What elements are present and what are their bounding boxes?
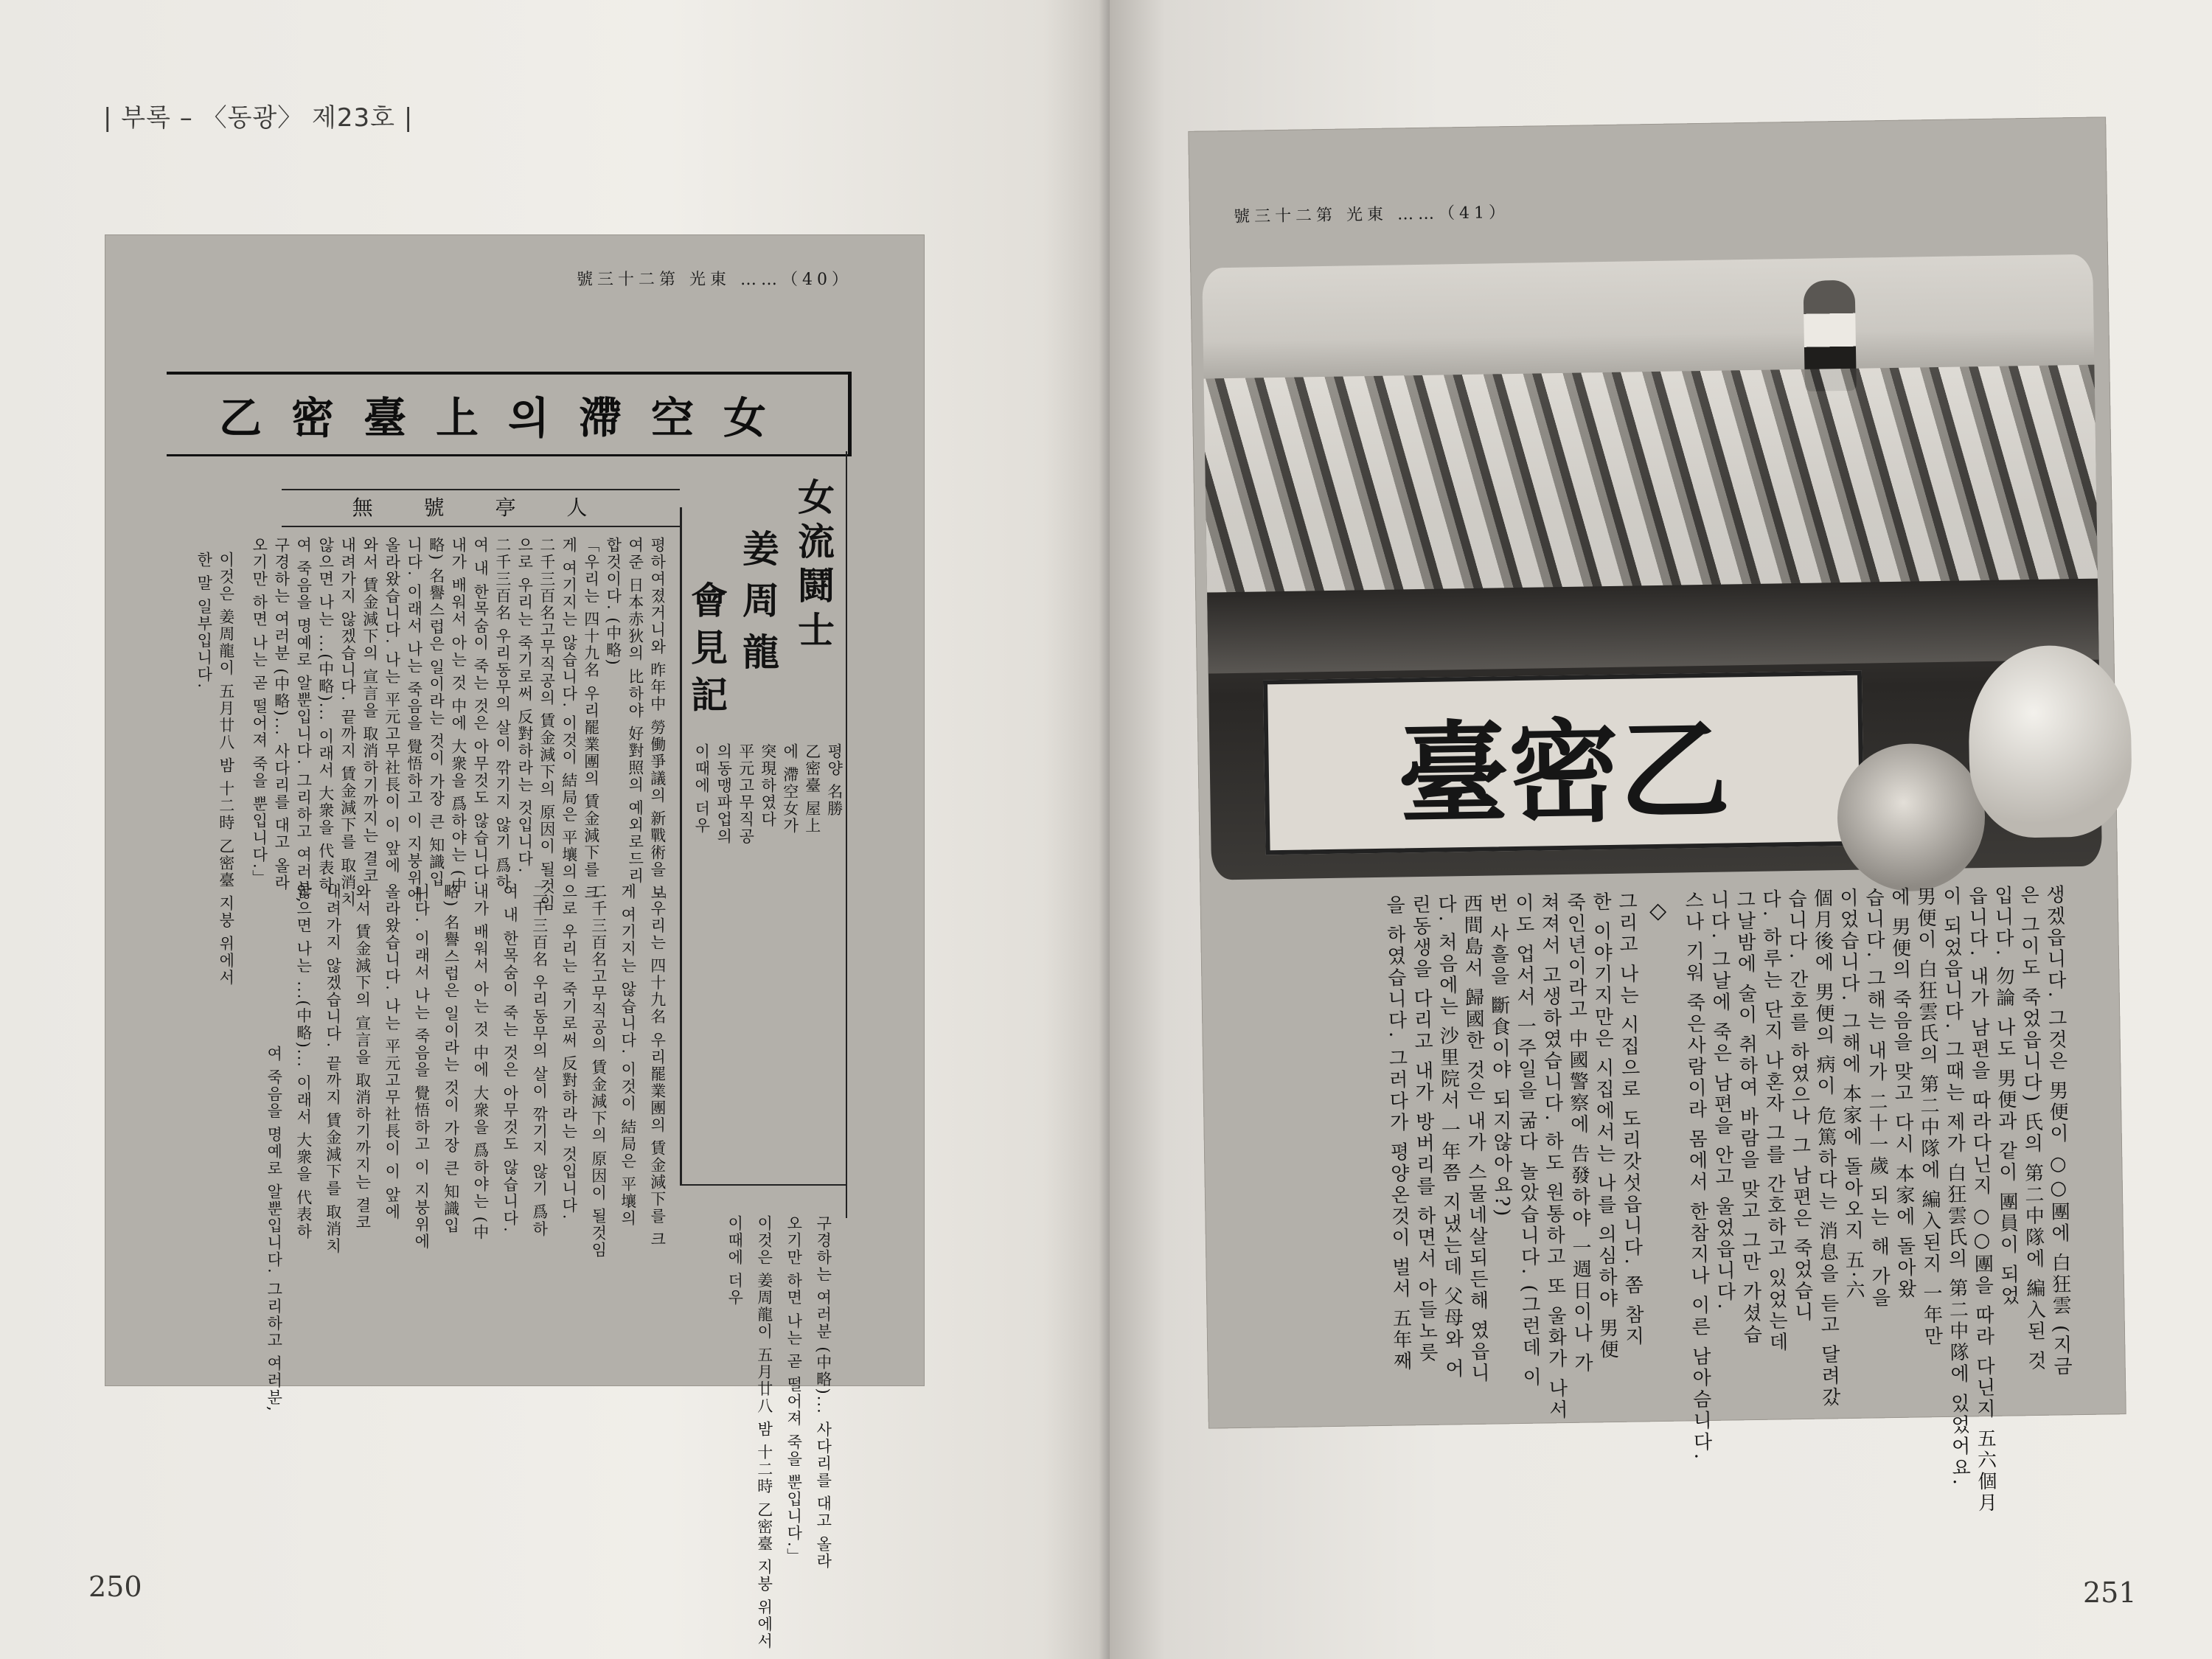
body-col-40: 내려가지 않겠습니다. 끝까지 賃金減下를 取消치 [324,883,342,1255]
body-col-36: 略) 名譽스럽은 일이라는 것이 가장 큰 知識입 [442,883,460,1235]
body-col-10: 합것이다. (中略) [604,537,622,667]
right-page [1110,0,2212,1659]
body-col-1: 생겠읍니다. 그것은 男便이 ○○團에 白狂雲 (지금 [2042,884,2073,1378]
body-col-11: 습니다. 간호를 하였으나 그 남편은 죽었습니 [1784,888,1814,1324]
body-col-10: 個月後에 男便의 病이 危篤하다는 消息을 듣고 달려갔 [1810,888,1841,1409]
body-col-22: 번 사흘을 斷食이야 되지않아요?) [1486,893,1514,1219]
body-col-17: 그리고 나는 시집으로 도리갓섯읍니다. 쫌 참지 [1615,891,1645,1348]
body-col-46: 이때에 더우 [726,1215,744,1307]
body-col-4: 읍니다. 내가 남편을 따라다닌지 ○○團을 따라 다닌지 五六個月 [1965,885,1997,1514]
roof-tiles [1204,365,2098,600]
body-col-31: 二千三百名고무직공의 賃金減下의 原因이 될것임 [589,883,608,1259]
body-col-17: 내가 배워서 아는 것 中에 大衆을 爲하야는 (中 [449,537,467,894]
scanned-magazine-page-41 [1188,116,2126,1514]
body-col-7: 에 男便의 죽음을 맞고 다시 本家에 돌아왔 [1888,886,1917,1301]
body-col-13: 그날밤에 술이 취하여 바람을 맞고 그만 가셨습 [1733,888,1763,1346]
body-col-11: 「우리는 四十九名 우리罷業團의 賃金減下를 크 [582,537,600,902]
body-col-29: 「우리는 四十九名 우리罷業團의 賃金減下를 크 [648,883,667,1248]
body-col-43: 구경하는 여러분 (中略)... 사다리를 대고 올라 [814,1215,832,1570]
body-col-5: 平元고무직공 [737,743,755,845]
body-col-21: 이도 업서서 一주일을 굶다 놀았습니다. (그런데 이 [1512,892,1542,1389]
body-col-19: 니다. 이래서 나는 죽음을 覺悟하고 이 지붕위에 [405,537,423,904]
author-box-top [282,489,680,490]
body-col-19: 죽인년이라고 中國警察에 告發하야 一週日이나 가 [1563,891,1593,1374]
body-col-14: 니다. 그날에 죽은 남편을 안고 울었읍니다. [1707,889,1736,1312]
body-col-33: 二千三百名 우리동무의 살이 깎기지 않기 爲하 [530,883,549,1238]
body-col-7: 이때에 더우 [692,743,711,835]
body-col-12: 다. 하루는 단지 나혼자 그를 간호하고 있었는데 [1759,888,1789,1354]
body-col-44: 오기만 하면 나는 곧 떨어져 죽을 뿐입니다.」 [785,1215,803,1565]
body-col-3: 입니다. 勿論 나도 男便과 같이 團員이 되었 [1991,885,2020,1307]
body-col-38: 올라왔습니다. 나는 平元고무社長이 이 앞에 [383,883,401,1221]
body-col-12: 게 여기지는 않습니다. 이것이 結局은 平壤의 [560,537,578,881]
photo-eulmildae-rooftop [1202,254,2102,880]
running-header: | 부록 – 〈동광〉 제23호 | [103,103,414,133]
onlooker-head [1967,644,2132,838]
issue-line: 號三十二第 光東 ……（40） [577,271,852,289]
signboard [1263,671,1865,855]
body-col-6: 男便이 白狂雲氏의 第二中隊에 編入된지 一年만 [1913,886,1944,1348]
body-col-26: 을 하였습니다. 그러다가 평양온것이 벌서 五年째 [1382,894,1413,1373]
body-col-23: 西間島서 歸國한 것은 내가 스물네살되든해 였읍니 [1460,893,1490,1385]
column-rule [846,451,847,1218]
body-col-14: 으로 우리는 죽기로써 反對하라는 것입니다. [515,537,534,874]
body-col-2: 乙密臺 屋上 [803,743,821,835]
body-col-16: 여 내 한목숨이 죽는 것은 아무것도 않습니다. [471,537,490,887]
sidebar-subheading: 會見記 [685,581,728,723]
body-col-6: 의동맹파업의 [714,743,733,845]
body-col-22: 내려가지 않겠습니다. 끝까지 賃金減下를 取消치 [338,537,357,908]
body-col-9: 여준 日本赤狄의 比하야 好對照의 예외로드리 [626,537,644,885]
body-col-20: 올라왔습니다. 나는 平元고무社長이 이 앞에 [383,537,401,874]
roof-eaves [1207,579,2099,674]
sidebar-bottom-rule [680,1184,847,1186]
body-col-26: 오기만 하면 나는 곧 떨어져 죽을 뿐입니다.」 [250,537,268,887]
body-col-35: 내가 배워서 아는 것 中에 大衆을 爲하야는 (中 [471,883,490,1241]
page-number-right: 251 [2083,1576,2137,1609]
body-col-39: 와서 賃金減下의 宣言을 取消하기까지는 결코 [353,883,372,1231]
body-col-27: 이것은 姜周龍이 五月廿八 밤 十二時 乙密臺 지붕 위에서 [217,552,235,987]
body-col-42: 여 죽음을 명예로 알뿐입니다. 그리하고 여러분, [265,1046,283,1413]
body-col-4: 突現하였다 [759,743,777,828]
body-col-1: 평양 名勝 [825,743,844,818]
issue-line: 號三十二第 光東 ……（41） [1233,204,1510,226]
body-col-28: 한 말 일부입니다. [195,552,213,690]
signboard-text: 臺密乙 [1397,704,1731,841]
body-col-37: 니다. 이래서 나는 죽음을 覺悟하고 이 지붕위에 [412,883,431,1251]
sidebar-name: 姜周龍 [737,529,780,684]
body-col-15: 스나 기워 죽은사람이라 몸에서 한참지나 이른 남아슴니다. [1681,890,1713,1462]
body-col-32: 으로 우리는 죽기로써 反對하라는 것입니다. [560,883,578,1221]
body-col-15: 二千三百名 우리동무의 살이 깎기지 않기 爲하 [493,537,512,891]
section-mark: ◇ [1644,897,1672,927]
page-number-left: 250 [88,1571,142,1603]
article-title [167,372,852,456]
body-col-18: 한 이야기지만은 시집에서는 나를 의심하야 男便 [1589,891,1619,1361]
body-col-18: 略) 名譽스럽은 일이라는 것이 가장 큰 知識입 [427,537,445,888]
author-box-bottom [282,526,680,527]
body-col-9: 이었습니다. 그해에 本家에 돌아오지 五·六 [1836,887,1865,1301]
body-col-2: 은 그이도 죽었읍니다) 氏의 第二中隊에 編入된 것 [2017,884,2047,1373]
body-col-3: 에 滯空女가 [781,743,799,835]
body-col-30: 게 여기지는 않습니다. 이것이 結局은 平壤의 [619,883,637,1228]
body-col-8: 습니다. 그해는 내가 二十一歲 되는 해 가을 [1862,887,1891,1310]
body-col-13: 二千三百名고무직공의 賃金減下의 原因이 될것임 [538,537,556,913]
onlooker-head [1836,742,1986,892]
body-col-23: 않으면 나는 ...(中略)... 이래서 大衆을 代表하 [316,537,335,894]
body-col-45: 이것은 姜周龍이 五月廿八 밤 十二時 乙密臺 지붕 위에서 [755,1215,773,1650]
body-col-5: 이 되었읍니다. 그때는 제가 白狂雲氏의 第二中隊에 있었어요. [1939,886,1972,1488]
sidebar-heading: 女流鬪士 [792,478,835,655]
author-byline: 無 號 亭 人 [352,495,610,520]
body-col-24: 여 죽음을 명예로 알뿐입니다. 그리하고 여러분, [294,537,313,904]
article-title-text: 乙密臺上의滯空女 [218,393,796,443]
body-col-24: 다. 처음에는 沙里院서 一年쯤 지냈는데 父母와 어 [1434,894,1464,1380]
body-col-8: 평하여졌거니와 昨年中 勞働爭議의 新戰術을 보 [648,537,667,902]
body-col-41: 않으면 나는 ...(中略)... 이래서 大衆을 代表하 [294,883,313,1240]
body-col-20: 쳐져서 고생하였습니다. 하도 원통하고 또 울화가 나서 [1537,892,1568,1422]
body-col-21: 와서 賃金減下의 宣言을 取消하기까지는 결코 [361,537,379,885]
body-col-25: 구경하는 여러분 (中略)... 사다리를 대고 올라 [272,537,291,891]
body-col-34: 여 내 한목숨이 죽는 것은 아무것도 않습니다. [501,883,519,1234]
body-col-25: 린동생을 다리고 내가 방버리를 하면서 아들노릇 [1408,894,1439,1364]
